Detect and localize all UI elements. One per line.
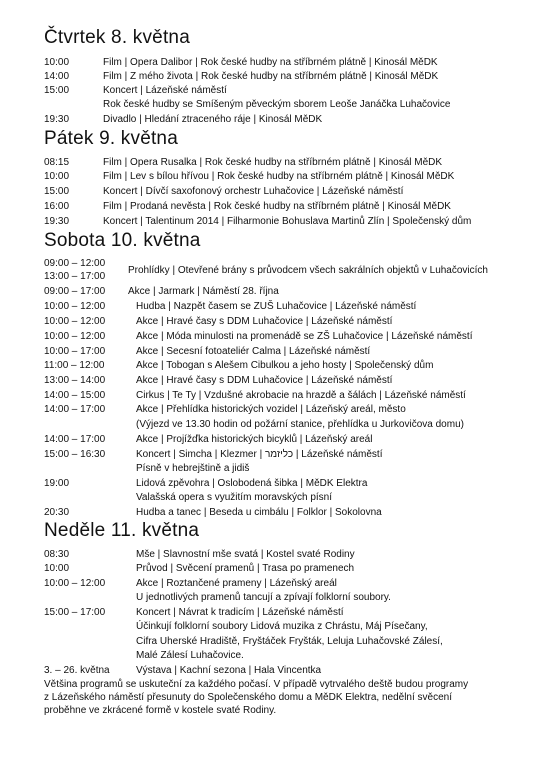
event-time: 11:00 – 12:00 <box>44 360 105 371</box>
event-time: 19:30 <box>44 114 70 125</box>
event-description: Film | Z mého života | Rok české hudby na stříbrném plátně | Kinosál MěDK <box>103 71 439 82</box>
event-description: Akce | Tobogan s Alešem Cibulkou a jeho hosty | Společenský dům <box>136 360 434 371</box>
event-description: Koncert | Talentinum 2014 | Filharmonie Bohuslava Martinů Zlín | Společenský dům <box>103 216 472 227</box>
event-description: Cifra Uherské Hradiště, Fryštáček Fryšták, Leluja Luhačovské Zálesí, <box>136 636 443 647</box>
event-time: 3. – 26. května <box>44 665 110 676</box>
event-time: 19:00 <box>44 478 70 489</box>
event-time: 10:00 – 12:00 <box>44 331 106 342</box>
event-time: 10:00 <box>44 171 70 182</box>
note-line: z Lázeňského náměstí přesunuty do Společenského domu a MěDK Elektra, nedělní svěcení <box>44 692 453 703</box>
event-time: 15:00 <box>44 186 70 197</box>
event-time: 10:00 – 17:00 <box>44 346 106 357</box>
event-time: 14:00 – 15:00 <box>44 390 106 401</box>
event-description: Cirkus | Te Ty | Vzdušné akrobacie na hrazdě a šálách | Lázeňské náměstí <box>136 390 466 401</box>
event-description: Akce | Hravé časy s DDM Luhačovice | Lázeňské náměstí <box>136 375 393 386</box>
day-heading-saturday: Sobota 10. května <box>44 230 201 251</box>
event-time: 13:00 – 14:00 <box>44 375 106 386</box>
event-description: Film | Lev s bílou hřívou | Rok české hudby na stříbrném plátně | Kinosál MěDK <box>103 171 455 182</box>
event-description: Akce | Přehlídka historických vozidel | Lázeňský areál, město <box>136 404 406 415</box>
note-line: Většina programů se uskuteční za každého počasí. V případě vytrvalého deště budou programy <box>44 679 469 690</box>
event-description: Film | Opera Rusalka | Rok české hudby na stříbrném plátně | Kinosál MěDK <box>103 157 443 168</box>
event-description: Akce | Móda minulosti na promenádě se ZŠ Luhačovice | Lázeňské náměstí <box>136 331 473 342</box>
event-description: Koncert | Dívčí saxofonový orchestr Luhačovice | Lázeňské náměstí <box>103 186 404 197</box>
event-description: Hudba a tanec | Beseda u cimbálu | Folklor | Sokolovna <box>136 507 382 518</box>
event-description: (Výjezd ve 13.30 hodin od požární stanice, přehlídka u Jurkovičova domu) <box>136 419 464 430</box>
event-time: 10:00 <box>44 57 70 68</box>
event-time: 08:15 <box>44 157 70 168</box>
event-description: Malé Zálesí Luhačovice. <box>136 650 244 661</box>
event-description: Akce | Secesní fotoateliér Calma | Lázeňské náměstí <box>136 346 371 357</box>
event-description: Valašská opera s využitím moravských písní <box>136 492 332 503</box>
day-heading-thursday: Čtvrtek 8. května <box>44 27 190 48</box>
event-description: U jednotlivých pramenů tancují a zpívají folklorní soubory. <box>136 592 391 603</box>
event-description: Prohlídky | Otevřené brány s průvodcem všech sakrálních objektů v Luhačovicích <box>128 265 488 276</box>
event-time: 14:00 – 17:00 <box>44 404 106 415</box>
event-description: Průvod | Svěcení pramenů | Trasa po pramenech <box>136 563 355 574</box>
event-description: Hudba | Nazpět časem se ZUŠ Luhačovice | Lázeňské náměstí <box>136 301 417 312</box>
event-time: 20:30 <box>44 507 70 518</box>
event-description: Film | Opera Dalibor | Rok české hudby na stříbrném plátně | Kinosál MěDK <box>103 57 438 68</box>
event-description: Výstava | Kachní sezona | Hala Vincentka <box>136 665 322 676</box>
event-description: Akce | Projížďka historických bicyklů | Lázeňský areál <box>136 434 373 445</box>
event-time: 09:00 – 17:00 <box>44 286 106 297</box>
event-time: 13:00 – 17:00 <box>44 271 106 282</box>
event-description: Lidová zpěvohra | Oslobodená šibka | MěDK Elektra <box>136 478 368 489</box>
event-description: Divadlo | Hledání ztraceného ráje | Kinosál MěDK <box>103 114 323 125</box>
event-description: Koncert | Návrat k tradicím | Lázeňské náměstí <box>136 607 344 618</box>
event-time: 10:00 – 12:00 <box>44 578 106 589</box>
event-description: Akce | Roztančené prameny | Lázeňský areál <box>136 578 337 589</box>
weather-note <box>44 678 514 717</box>
event-description: Mše | Slavnostní mše svatá | Kostel svaté Rodiny <box>136 549 355 560</box>
event-time: 14:00 – 17:00 <box>44 434 106 445</box>
event-description: Účinkují folklorní soubory Lidová muzika z Chrástu, Máj Písečany, <box>136 621 428 632</box>
event-description: Film | Prodaná nevěsta | Rok české hudby na stříbrném plátně | Kinosál MěDK <box>103 201 451 212</box>
event-time: 14:00 <box>44 71 70 82</box>
event-time: 19:30 <box>44 216 70 227</box>
day-heading-friday: Pátek 9. května <box>44 128 178 149</box>
event-time: 08:30 <box>44 549 70 560</box>
event-description: Koncert | Simcha | Klezmer | כליזמר | Lázeňské náměstí <box>136 449 383 460</box>
event-description: Písně v hebrejštině a jidiš <box>136 463 250 474</box>
event-time: 10:00 <box>44 563 70 574</box>
event-time: 16:00 <box>44 201 70 212</box>
event-time: 15:00 – 16:30 <box>44 449 106 460</box>
event-time: 10:00 – 12:00 <box>44 316 106 327</box>
event-time: 10:00 – 12:00 <box>44 301 106 312</box>
event-description: Akce | Hravé časy s DDM Luhačovice | Lázeňské náměstí <box>136 316 393 327</box>
event-description: Rok české hudby se Smíšeným pěveckým sborem Leoše Janáčka Luhačovice <box>103 99 451 110</box>
note-line: proběhne ve zkrácené formě v kostele svaté Rodiny. <box>44 705 277 716</box>
event-description: Akce | Jarmark | Náměstí 28. října <box>128 286 279 297</box>
event-time: 15:00 – 17:00 <box>44 607 106 618</box>
day-heading-sunday: Neděle 11. května <box>44 520 200 541</box>
event-description: Koncert | Lázeňské náměstí <box>103 85 227 96</box>
event-time: 15:00 <box>44 85 70 96</box>
event-time: 09:00 – 12:00 <box>44 258 106 269</box>
